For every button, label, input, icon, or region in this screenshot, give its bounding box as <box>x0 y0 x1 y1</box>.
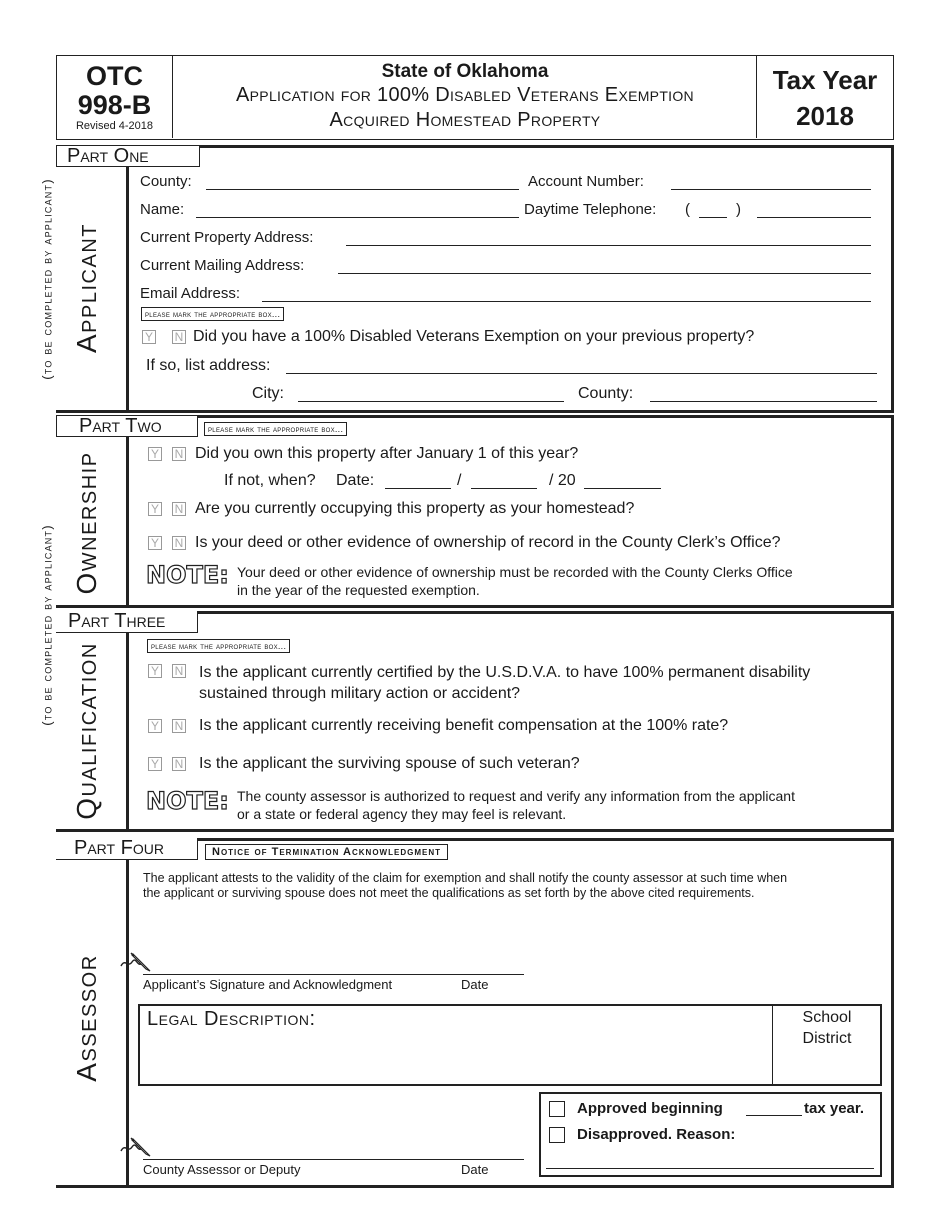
q-spouse: Is the applicant the surviving spouse of such veteran? <box>199 755 580 772</box>
prev-exemption-y-box[interactable]: Y <box>142 330 156 344</box>
current-property-address-label: Current Property Address: <box>140 229 314 246</box>
q-certified-line1: Is the applicant currently certified by the U.S.D.V.A. to have 100% permanent disability <box>199 664 811 681</box>
side-label-assessor: Assessor <box>71 954 102 1082</box>
current-mailing-address-field[interactable] <box>338 273 871 274</box>
form-title-line2: Acquired Homestead Property <box>329 109 601 131</box>
benefit-y-box[interactable]: Y <box>148 719 162 733</box>
tax-year-suffix: tax year. <box>804 1100 865 1117</box>
note-label-2: NOTE: <box>146 787 229 815</box>
date2-label: Date <box>461 1162 489 1177</box>
revised-date: Revised 4-2018 <box>75 120 154 132</box>
county-field[interactable] <box>206 189 519 190</box>
school-label: School <box>802 1009 852 1026</box>
if-so-list-address-label: If so, list address: <box>146 357 271 374</box>
applicant-signature-line[interactable] <box>143 974 524 975</box>
city-label: City: <box>252 385 284 402</box>
part-one-rule <box>126 166 129 413</box>
side-note-applicant: (to be completed by applicant) <box>39 178 55 380</box>
spouse-n-box[interactable]: N <box>172 757 186 771</box>
date-year-field[interactable] <box>584 488 661 489</box>
notice-title: Notice of Termination Acknowledgment <box>205 844 448 860</box>
mark-box-instruction-2: please mark the appropriate box... <box>204 422 347 436</box>
side-label-applicant: Applicant <box>71 223 102 353</box>
pen-signature-icon <box>119 1135 153 1157</box>
q-own-after-jan1: Did you own this property after January 1 of this year? <box>195 445 579 462</box>
state-name: State of Oklahoma <box>381 61 549 82</box>
note-2 <box>237 787 795 823</box>
note-1 <box>237 563 793 599</box>
form-code-block <box>57 56 173 138</box>
account-number-label: Account Number: <box>528 173 644 190</box>
form-code-line2: 998-B <box>77 90 152 120</box>
email-address-field[interactable] <box>262 301 871 302</box>
disapproved-checkbox[interactable] <box>549 1127 565 1143</box>
date1-label: Date <box>461 977 489 992</box>
mark-box-instruction-3: please mark the appropriate box... <box>147 639 290 653</box>
q-certified-line2: sustained through military action or accident? <box>199 685 521 702</box>
current-mailing-address-label: Current Mailing Address: <box>140 257 305 274</box>
previous-address-field[interactable] <box>286 373 877 374</box>
county2-label: County: <box>578 385 634 402</box>
part-three-rule <box>126 632 129 832</box>
certified-n-box[interactable]: N <box>172 664 186 678</box>
attest-line1: The applicant attests to the validity of the claim for exemption and shall notify the county assessor at such time when <box>143 871 788 885</box>
tax-year-label: Tax Year <box>772 65 878 95</box>
daytime-telephone-label: Daytime Telephone: <box>524 201 657 218</box>
form-title-block <box>174 56 756 138</box>
part-four-tab: Part Four <box>56 838 198 860</box>
own-after-jan1-y-box[interactable]: Y <box>148 447 162 461</box>
part-three-tab: Part Three <box>56 611 198 633</box>
part-two-rule <box>126 436 129 608</box>
side-label-ownership: Ownership <box>71 451 102 595</box>
phone-paren-close: ) <box>736 201 741 218</box>
part-two-tab: Part Two <box>56 415 198 437</box>
account-number-field[interactable] <box>671 189 871 190</box>
tax-year-block <box>756 56 893 138</box>
city-field[interactable] <box>298 401 564 402</box>
assessor-signature-line[interactable] <box>143 1159 524 1160</box>
if-not-when-label: If not, when? <box>224 472 316 489</box>
attest-text <box>143 871 787 901</box>
q-certified <box>199 662 810 704</box>
part-one-tab: Part One <box>56 145 200 167</box>
district-label: District <box>802 1030 852 1047</box>
approved-checkbox[interactable] <box>549 1101 565 1117</box>
note-2-line2: or a state or federal agency they may feel is relevant. <box>237 806 567 822</box>
q-benefit: Is the applicant currently receiving benefit compensation at the 100% rate? <box>199 717 729 734</box>
prev-exemption-n-box[interactable]: N <box>172 330 186 344</box>
certified-y-box[interactable]: Y <box>148 664 162 678</box>
date-slash-20: / 20 <box>549 472 576 489</box>
name-field[interactable] <box>196 217 519 218</box>
county-label: County: <box>140 173 192 190</box>
county-assessor-label: County Assessor or Deputy <box>143 1162 301 1177</box>
name-label: Name: <box>140 201 185 218</box>
applicant-signature-label: Applicant’s Signature and Acknowledgment <box>143 977 393 992</box>
phone-paren-open: ( <box>685 201 690 218</box>
legal-description-label: Legal Description: <box>147 1008 316 1030</box>
side-label-qualification: Qualification <box>71 642 102 820</box>
occupying-y-box[interactable]: Y <box>148 502 162 516</box>
date-month-field[interactable] <box>385 488 451 489</box>
disapproved-reason-label: Disapproved. Reason: <box>577 1126 736 1143</box>
occupying-n-box[interactable]: N <box>172 502 186 516</box>
deed-y-box[interactable]: Y <box>148 536 162 550</box>
date-slash: / <box>457 472 462 489</box>
q-occupying: Are you currently occupying this property as your homestead? <box>195 500 635 517</box>
email-address-label: Email Address: <box>140 285 241 302</box>
side-note-ownership: (to be completed by applicant) <box>39 524 55 726</box>
form-code-line1: OTC <box>86 61 143 91</box>
form-header <box>56 55 894 140</box>
note-label-1: NOTE: <box>146 561 229 589</box>
date-label: Date: <box>336 472 375 489</box>
date-day-field[interactable] <box>471 488 537 489</box>
attest-line2: the applicant or surviving spouse does not meet the qualifications as set forth by the above cited requirements. <box>143 886 755 900</box>
q-deed: Is your deed or other evidence of ownership of record in the County Clerk’s Office? <box>195 534 781 551</box>
current-property-address-field[interactable] <box>346 245 871 246</box>
deed-n-box[interactable]: N <box>172 536 186 550</box>
benefit-n-box[interactable]: N <box>172 719 186 733</box>
q-previous-exemption: Did you have a 100% Disabled Veterans Exemption on your previous property? <box>193 328 755 345</box>
note-1-line2: in the year of the requested exemption. <box>237 582 480 598</box>
county2-field[interactable] <box>650 401 877 402</box>
spouse-y-box[interactable]: Y <box>148 757 162 771</box>
tax-year-value: 2018 <box>796 101 854 131</box>
form-title-line1: Application for 100% Disabled Veterans Exemption <box>236 84 694 106</box>
own-after-jan1-n-box[interactable]: N <box>172 447 186 461</box>
mark-box-instruction-1: please mark the appropriate box... <box>141 307 284 321</box>
phone-area-code-field[interactable] <box>699 217 727 218</box>
note-2-line1: The county assessor is authorized to request and verify any information from the applicant <box>237 788 795 804</box>
reason-field[interactable] <box>546 1168 874 1169</box>
note-1-line1: Your deed or other evidence of ownership must be recorded with the County Clerks Office <box>237 564 793 580</box>
pen-signature-icon <box>119 950 153 972</box>
approved-year-field[interactable] <box>746 1115 802 1116</box>
phone-number-field[interactable] <box>757 217 871 218</box>
approved-beginning-label: Approved beginning <box>577 1100 723 1117</box>
school-district-label <box>772 1007 882 1049</box>
